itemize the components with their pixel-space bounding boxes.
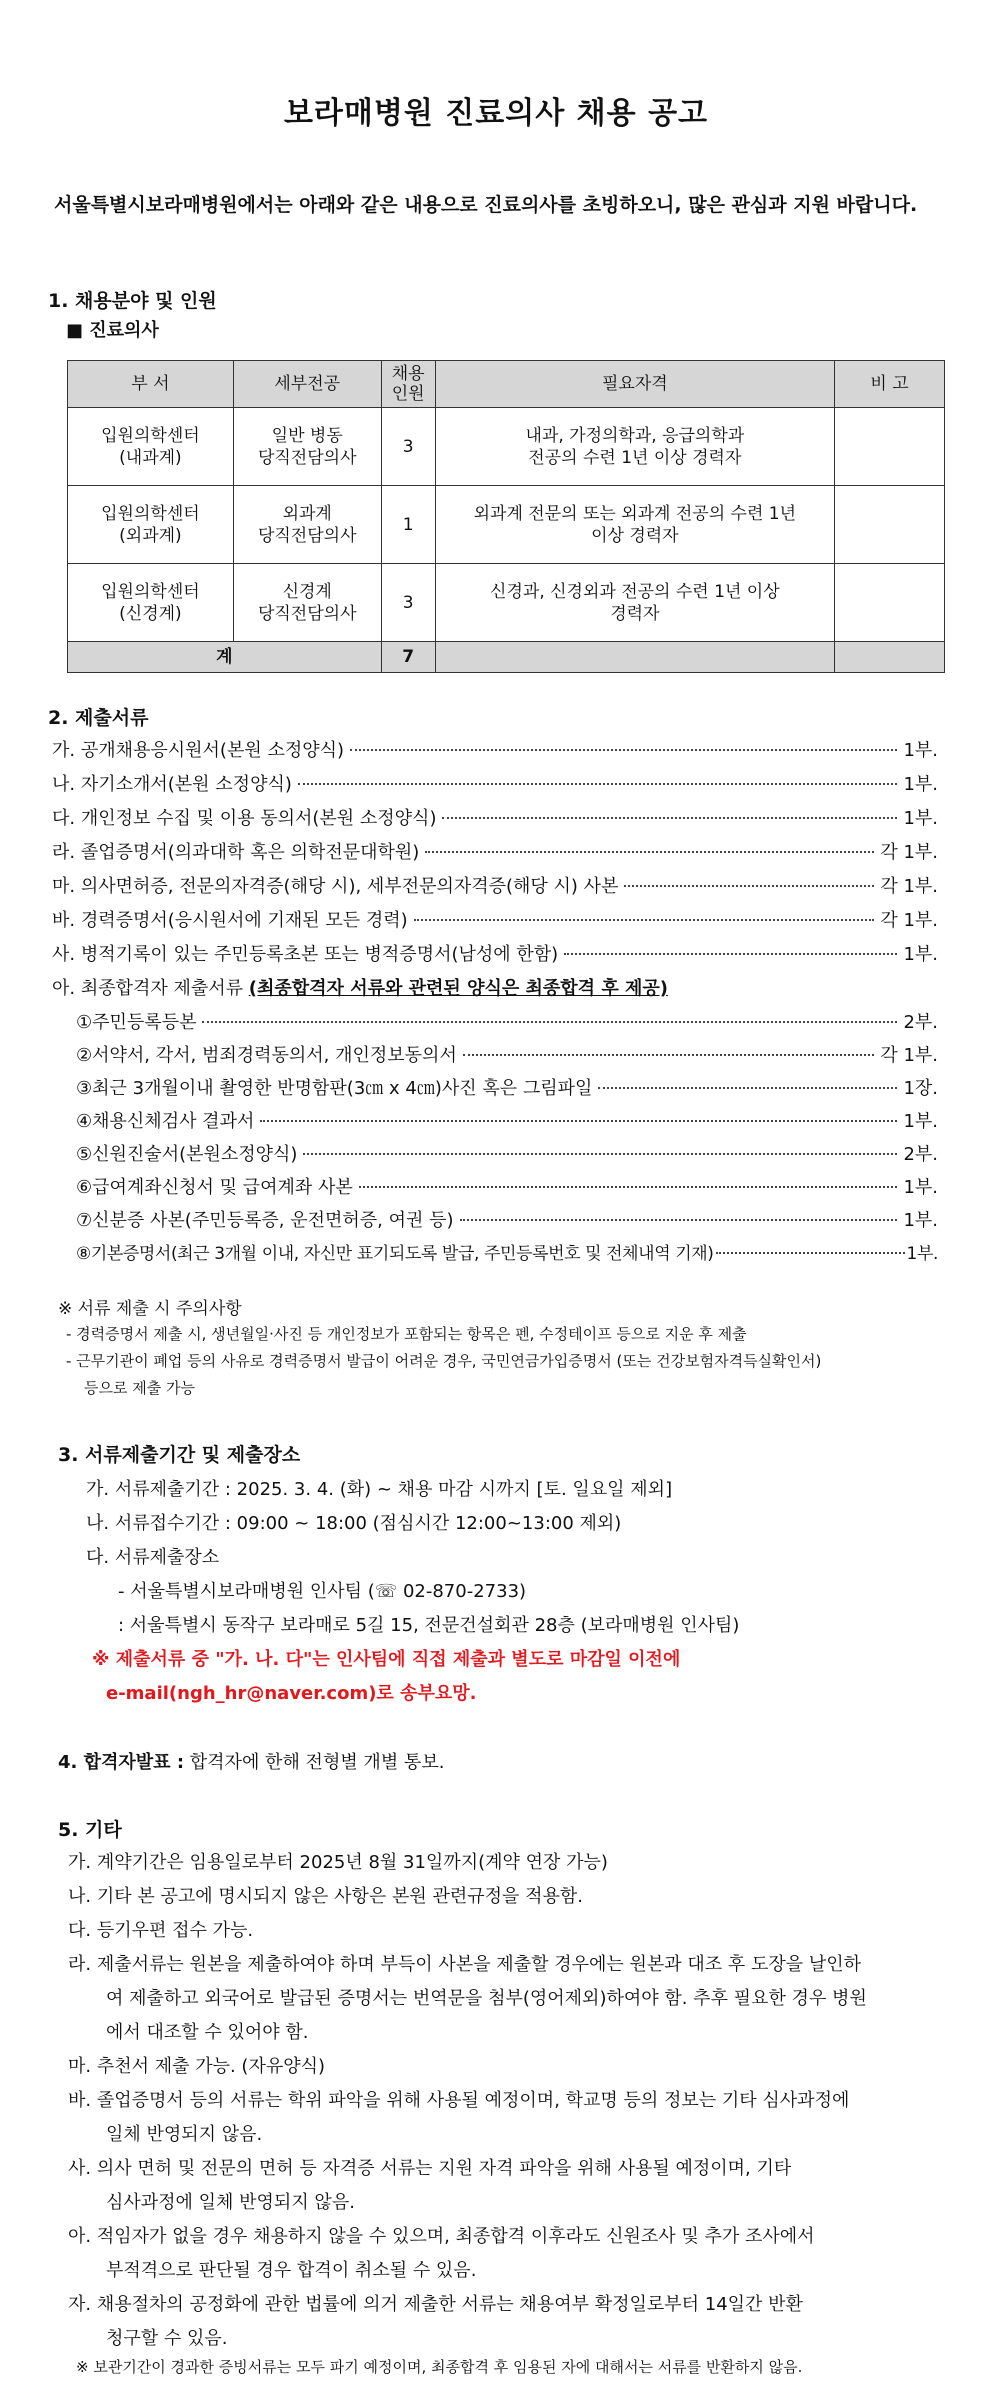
notice-item: 등으로 제출 가능 bbox=[84, 1379, 195, 1397]
cell-count: 1 bbox=[381, 486, 435, 564]
col-header-qualification: 필요자격 bbox=[435, 361, 835, 408]
etc-item-line: 라. 제출서류는 원본을 제출하여야 하며 부득이 사본을 제출할 경우에는 원본과 대조 후 도장을 날인하 bbox=[68, 1954, 862, 1975]
submission-period: 가. 서류제출기간 : 2025. 3. 4. (화) ~ 채용 마감 시까지 [토. 일요일 제외] bbox=[86, 1479, 673, 1500]
final-document-text: ⑧기본증명서(최근 3개월 이내, 자신만 표기되도록 발급, 주민등록번호 및 전체내역 기재) bbox=[76, 1244, 714, 1264]
retention-footnote: ※ 보관기간이 경과한 증빙서류는 모두 파기 예정이며, 최종합격 후 임용된 자에 대해서는 서류를 반환하지 않음. bbox=[76, 2358, 803, 2376]
document-item-qty: 1부. bbox=[903, 740, 938, 761]
document-item-qty: 1부. bbox=[903, 774, 938, 795]
section-1-heading: 1. 채용분야 및 인원 bbox=[48, 290, 217, 312]
document-item-qty: 1부. bbox=[903, 944, 938, 965]
etc-item-line: 부적격으로 판단될 경우 합격이 취소될 수 있음. bbox=[106, 2260, 477, 2281]
cell-note bbox=[835, 408, 945, 486]
final-document-qty: 1부. bbox=[903, 1111, 938, 1132]
total-value: 7 bbox=[381, 642, 435, 673]
cell-major: 외과계 당직전담의사 bbox=[233, 486, 381, 564]
document-item bbox=[52, 770, 938, 796]
final-document-qty: 2부. bbox=[903, 1012, 938, 1033]
document-item bbox=[52, 736, 938, 762]
section-1-subheading: ■ 진료의사 bbox=[66, 320, 159, 341]
document-item-text: 다. 개인정보 수집 및 이용 동의서(본원 소정양식) bbox=[52, 808, 437, 829]
document-item-text: 나. 자기소개서(본원 소정양식) bbox=[52, 774, 292, 795]
document-item-qty: 각 1부. bbox=[880, 842, 938, 863]
table-row bbox=[68, 486, 945, 564]
etc-item: 나. 기타 본 공고에 명시되지 않은 사항은 본원 관련규정을 적용함. bbox=[68, 1886, 584, 1907]
etc-item-line: 아. 적임자가 없을 경우 채용하지 않을 수 있으며, 최종합격 이후라도 신원조사 및 추가 조사에서 bbox=[68, 2226, 815, 2247]
final-document-qty: 1부. bbox=[903, 1177, 938, 1198]
etc-item-line: 자. 채용절차의 공정화에 관한 법률에 의거 제출한 서류는 채용여부 확정일로부터 14일간 반환 bbox=[68, 2294, 803, 2315]
section-4-heading: 4. 합격자발표 : bbox=[58, 1752, 185, 1773]
cell-count: 3 bbox=[381, 408, 435, 486]
submission-hours: 나. 서류접수기간 : 09:00 ~ 18:00 (점심시간 12:00~13:00 제외) bbox=[86, 1513, 622, 1534]
document-item-text: 바. 경력증명서(응시원서에 기재된 모든 경력) bbox=[52, 910, 408, 931]
notice-item: - 근무기관이 폐업 등의 사유로 경력증명서 발급이 어려운 경우, 국민연금가입증명서 (또는 건강보험자격득실확인서) bbox=[66, 1352, 822, 1370]
final-document-text: ③최근 3개월이내 촬영한 반명함판(3㎝ x 4㎝)사진 혹은 그림파일 bbox=[76, 1078, 593, 1099]
cell-dept: 입원의학센터 (신경계) bbox=[68, 564, 234, 642]
cell-major: 일반 병동 당직전담의사 bbox=[233, 408, 381, 486]
etc-item: 다. 등기우편 접수 가능. bbox=[68, 1920, 254, 1941]
document-item bbox=[52, 838, 938, 864]
document-item bbox=[52, 940, 938, 966]
document-item bbox=[52, 906, 938, 932]
cell-qualification: 신경과, 신경외과 전공의 수련 1년 이상 경력자 bbox=[435, 564, 835, 642]
etc-item: 마. 추천서 제출 가능. (자유양식) bbox=[68, 2056, 326, 2077]
cell-dept: 입원의학센터 (내과계) bbox=[68, 408, 234, 486]
table-total-row bbox=[68, 642, 945, 673]
etc-item-line: 청구할 수 있음. bbox=[106, 2328, 228, 2349]
email-warning-address: e-mail(ngh_hr@naver.com)로 송부요망. bbox=[106, 1683, 477, 1704]
section-5-heading: 5. 기타 bbox=[58, 1819, 122, 1841]
final-document-item bbox=[76, 1008, 938, 1034]
final-document-qty: 1장. bbox=[903, 1078, 938, 1099]
section-2-heading: 2. 제출서류 bbox=[48, 707, 149, 729]
final-document-qty: 1부. bbox=[906, 1244, 938, 1264]
col-header-count: 채용 인원 bbox=[381, 361, 435, 408]
final-document-item bbox=[76, 1239, 938, 1264]
document-item-text: 가. 공개채용응시원서(본원 소정양식) bbox=[52, 740, 345, 761]
final-document-qty: 각 1부. bbox=[880, 1045, 938, 1066]
final-document-item bbox=[76, 1041, 938, 1067]
submission-address: : 서울특별시 동작구 보라매로 5길 15, 전문건설회관 28층 (보라매병원 인사팀) bbox=[118, 1615, 740, 1636]
final-document-text: ⑤신원진술서(본원소정양식) bbox=[76, 1144, 298, 1165]
etc-item-line: 심사과정에 일체 반영되지 않음. bbox=[106, 2192, 355, 2213]
document-item-text: 사. 병적기록이 있는 주민등록초본 또는 병적증명서(남성에 한함) bbox=[52, 944, 559, 965]
etc-item-line: 바. 졸업증명서 등의 서류는 학위 파악을 위해 사용될 예정이며, 학교명 등의 정보는 기타 심사과정에 bbox=[68, 2090, 850, 2111]
final-document-text: ②서약서, 각서, 범죄경력동의서, 개인정보동의서 bbox=[76, 1045, 457, 1066]
col-header-note: 비 고 bbox=[835, 361, 945, 408]
final-document-item bbox=[76, 1074, 938, 1100]
table-row bbox=[68, 564, 945, 642]
cell-qualification: 외과계 전문의 또는 외과계 전공의 수련 1년 이상 경력자 bbox=[435, 486, 835, 564]
etc-item-line: 사. 의사 면허 및 전문의 면허 등 자격증 서류는 지원 자격 파악을 위해 사용될 예정이며, 기타 bbox=[68, 2158, 792, 2179]
section-4 bbox=[58, 1748, 444, 1774]
final-document-qty: 2부. bbox=[903, 1144, 938, 1165]
page-title: 보라매병원 진료의사 채용 공고 bbox=[283, 96, 709, 131]
final-document-item bbox=[76, 1173, 938, 1199]
etc-item: 가. 계약기간은 임용일로부터 2025년 8월 31일까지(계약 연장 가능) bbox=[68, 1852, 608, 1873]
final-document-text: ⑥급여계좌신청서 및 급여계좌 사본 bbox=[76, 1177, 353, 1198]
notice-heading: ※ 서류 제출 시 주의사항 bbox=[58, 1299, 242, 1319]
notice-item: - 경력증명서 제출 시, 생년월일·사진 등 개인정보가 포함되는 항목은 펜, 수정테이프 등으로 지운 후 제출 bbox=[66, 1325, 747, 1343]
cell-dept: 입원의학센터 (외과계) bbox=[68, 486, 234, 564]
total-empty bbox=[435, 642, 835, 673]
etc-item-line: 에서 대조할 수 있어야 함. bbox=[106, 2022, 309, 2043]
email-warning: ※ 제출서류 중 "가. 나. 다"는 인사팀에 직접 제출과 별도로 마감일 이전에 bbox=[92, 1649, 681, 1670]
etc-item-line: 일체 반영되지 않음. bbox=[106, 2124, 263, 2145]
etc-item-line: 여 제출하고 외국어로 발급된 증명서는 번역문을 첨부(영어제외)하여야 함. 추후 필요한 경우 병원 bbox=[106, 1988, 867, 2009]
document-item bbox=[52, 872, 938, 898]
cell-major: 신경계 당직전담의사 bbox=[233, 564, 381, 642]
cell-note bbox=[835, 486, 945, 564]
document-item-qty: 1부. bbox=[903, 808, 938, 829]
document-item-text: 라. 졸업증명서(의과대학 혹은 의학전문대학원) bbox=[52, 842, 420, 863]
col-header-dept: 부 서 bbox=[68, 361, 234, 408]
cell-qualification: 내과, 가정의학과, 응급의학과 전공의 수련 1년 이상 경력자 bbox=[435, 408, 835, 486]
cell-note bbox=[835, 564, 945, 642]
section-3-heading: 3. 서류제출기간 및 제출장소 bbox=[58, 1444, 301, 1466]
intro-paragraph: 서울특별시보라매병원에서는 아래와 같은 내용으로 진료의사를 초빙하오니, 많은 관심과 지원 바랍니다. bbox=[54, 194, 918, 216]
total-empty bbox=[835, 642, 945, 673]
final-document-item bbox=[76, 1206, 938, 1232]
section-4-text: 합격자에 한해 전형별 개별 통보. bbox=[189, 1752, 445, 1773]
final-document-text: ⑦신분증 사본(주민등록증, 운전면허증, 여권 등) bbox=[76, 1210, 454, 1231]
final-document-qty: 1부. bbox=[903, 1210, 938, 1231]
total-label: 계 bbox=[68, 642, 382, 673]
final-documents-note: (최종합격자 서류와 관련된 양식은 최종합격 후 제공) bbox=[248, 978, 668, 999]
final-document-text: ①주민등록등본 bbox=[76, 1012, 197, 1033]
final-document-item bbox=[76, 1107, 938, 1133]
document-item bbox=[52, 804, 938, 830]
final-documents-heading bbox=[52, 974, 668, 1000]
document-item-qty: 각 1부. bbox=[880, 876, 938, 897]
final-document-text: ④채용신체검사 결과서 bbox=[76, 1111, 255, 1132]
table-header-row bbox=[68, 361, 945, 408]
table-row bbox=[68, 408, 945, 486]
final-documents-label: 아. 최종합격자 제출서류 bbox=[52, 978, 244, 999]
document-item-text: 마. 의사면허증, 전문의자격증(해당 시), 세부전문의자격증(해당 시) 사본 bbox=[52, 876, 619, 897]
final-document-item bbox=[76, 1140, 938, 1166]
cell-count: 3 bbox=[381, 564, 435, 642]
col-header-major: 세부전공 bbox=[233, 361, 381, 408]
submission-place-label: 다. 서류제출장소 bbox=[86, 1547, 220, 1568]
recruitment-table bbox=[67, 360, 945, 673]
submission-office: - 서울특별시보라매병원 인사팀 (☏ 02-870-2733) bbox=[118, 1581, 527, 1602]
document-item-qty: 각 1부. bbox=[880, 910, 938, 931]
